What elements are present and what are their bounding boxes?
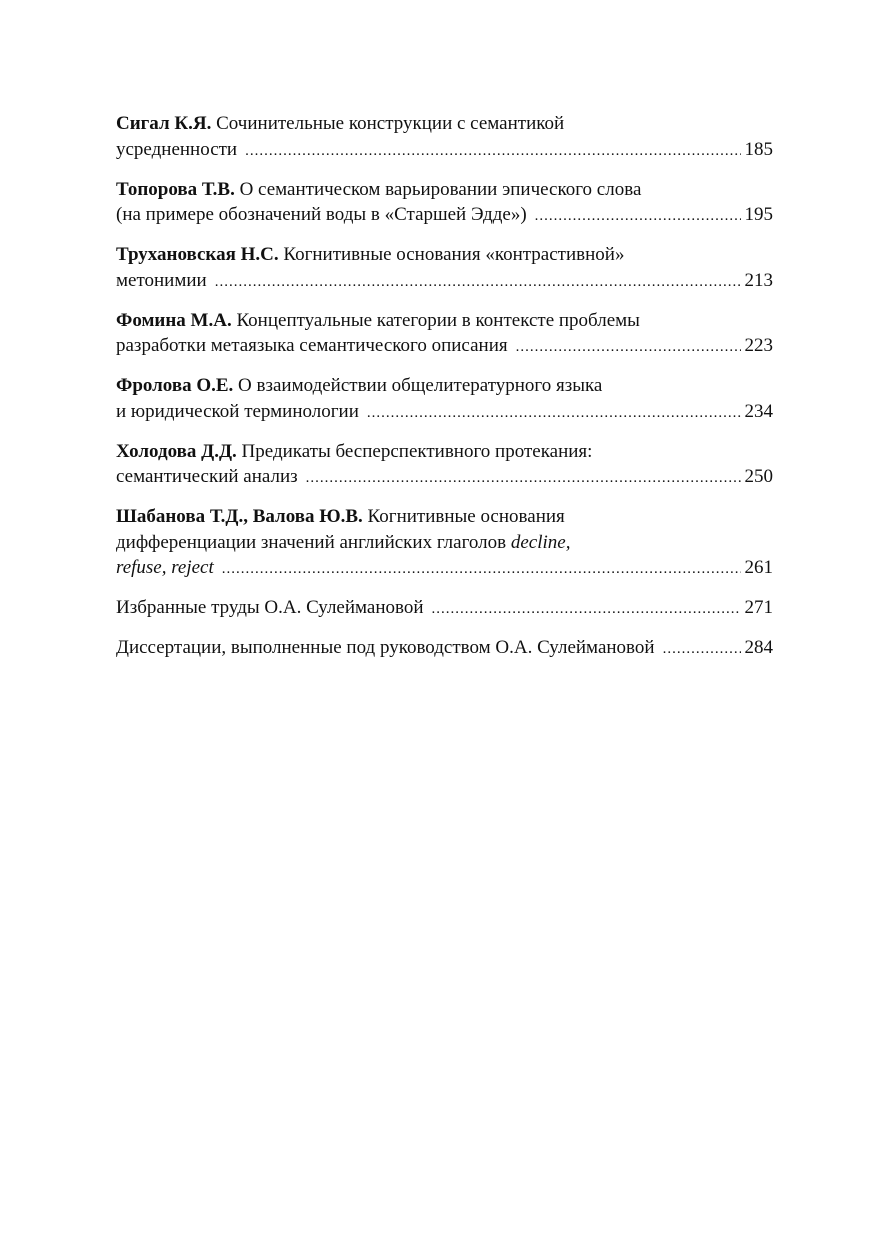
dot-leader: [245, 139, 741, 165]
toc-entry[interactable]: [116, 111, 773, 164]
entry-title-continued: (на примере обозначений воды в «Старшей Эдде»): [116, 204, 527, 225]
entry-title-continued: метонимии: [116, 269, 207, 291]
page-number: 234: [744, 400, 773, 422]
entry-title: Сочинительные конструкции с семантикой: [216, 113, 565, 134]
entry-first-line: [116, 439, 773, 465]
dot-leader: [432, 597, 741, 623]
entry-title-italic: decline,: [510, 531, 571, 553]
entry-first-line: [116, 308, 773, 334]
page-number: 213: [744, 269, 773, 291]
entry-author: Фролова О.Е.: [116, 375, 234, 396]
entry-last-line: [116, 202, 773, 230]
entry-title-continued: и юридической терминологии: [116, 400, 359, 422]
toc-entry[interactable]: [116, 595, 773, 623]
dot-leader: [663, 637, 741, 663]
entry-title: О семантическом варьировании эпического слова: [239, 178, 642, 200]
page-number: 250: [744, 466, 773, 487]
entry-first-line: [116, 111, 773, 137]
entry-author: Шабанова Т.Д., Валова Ю.В.: [116, 506, 363, 527]
entry-title: Диссертации, выполненные под руководством О.А. Сулеймановой: [116, 637, 655, 658]
page-number: 284: [744, 637, 773, 658]
page-number: 223: [744, 335, 773, 356]
entry-author: Холодова Д.Д.: [116, 440, 237, 462]
entry-title-continued: усредненности: [116, 138, 238, 160]
entry-last-line: [116, 464, 773, 492]
toc-entry[interactable]: [116, 177, 773, 230]
page-number: 195: [744, 204, 773, 225]
dot-leader: [516, 335, 741, 361]
entry-title: Концептуальные категории в контексте проблемы: [236, 309, 640, 331]
entry-first-line: [116, 177, 773, 203]
dot-leader: [215, 270, 741, 296]
entry-author: Сигал К.Я.: [116, 113, 212, 134]
entry-title: Избранные труды О.А. Сулеймановой: [116, 597, 424, 618]
dot-leader: [222, 557, 741, 583]
entry-title-italic: refuse, reject: [116, 557, 214, 578]
toc-entry[interactable]: [116, 373, 773, 426]
dot-leader: [306, 466, 741, 492]
entry-title: Когнитивные основания «контрастивной»: [283, 244, 625, 265]
entry-title: Предикаты бесперспективного протекания:: [241, 440, 593, 462]
page-number: 185: [744, 138, 773, 160]
entry-title: Когнитивные основания: [367, 506, 565, 527]
page-number: 271: [744, 597, 773, 618]
entry-last-line: [116, 595, 773, 623]
dot-leader: [535, 204, 741, 230]
entry-last-line: [116, 333, 773, 361]
toc-entry[interactable]: [116, 504, 773, 583]
entry-last-line: [116, 137, 773, 165]
entry-first-line: [116, 242, 773, 268]
entry-title-continued: разработки метаязыка семантического описания: [116, 335, 508, 356]
table-of-contents: [116, 111, 773, 675]
entry-last-line: [116, 268, 773, 296]
entry-middle-line: [116, 530, 773, 556]
toc-entry[interactable]: [116, 308, 773, 361]
entry-title-continued: семантический анализ: [116, 466, 298, 487]
entry-author: Трухановская Н.С.: [116, 244, 279, 265]
entry-last-line: [116, 635, 773, 663]
dot-leader: [367, 401, 741, 427]
entry-last-line: [116, 399, 773, 427]
entry-last-line: [116, 555, 773, 583]
entry-author: Топорова Т.В.: [116, 178, 235, 200]
toc-entry[interactable]: [116, 242, 773, 295]
entry-title-continued: дифференциации значений английских глаголов: [116, 531, 507, 553]
entry-first-line: [116, 504, 773, 530]
toc-entry[interactable]: [116, 635, 773, 663]
entry-title: О взаимодействии общелитературного языка: [238, 375, 603, 396]
entry-author: Фомина М.А.: [116, 309, 232, 331]
page-number: 261: [744, 557, 773, 578]
entry-first-line: [116, 373, 773, 399]
toc-entry[interactable]: [116, 439, 773, 492]
